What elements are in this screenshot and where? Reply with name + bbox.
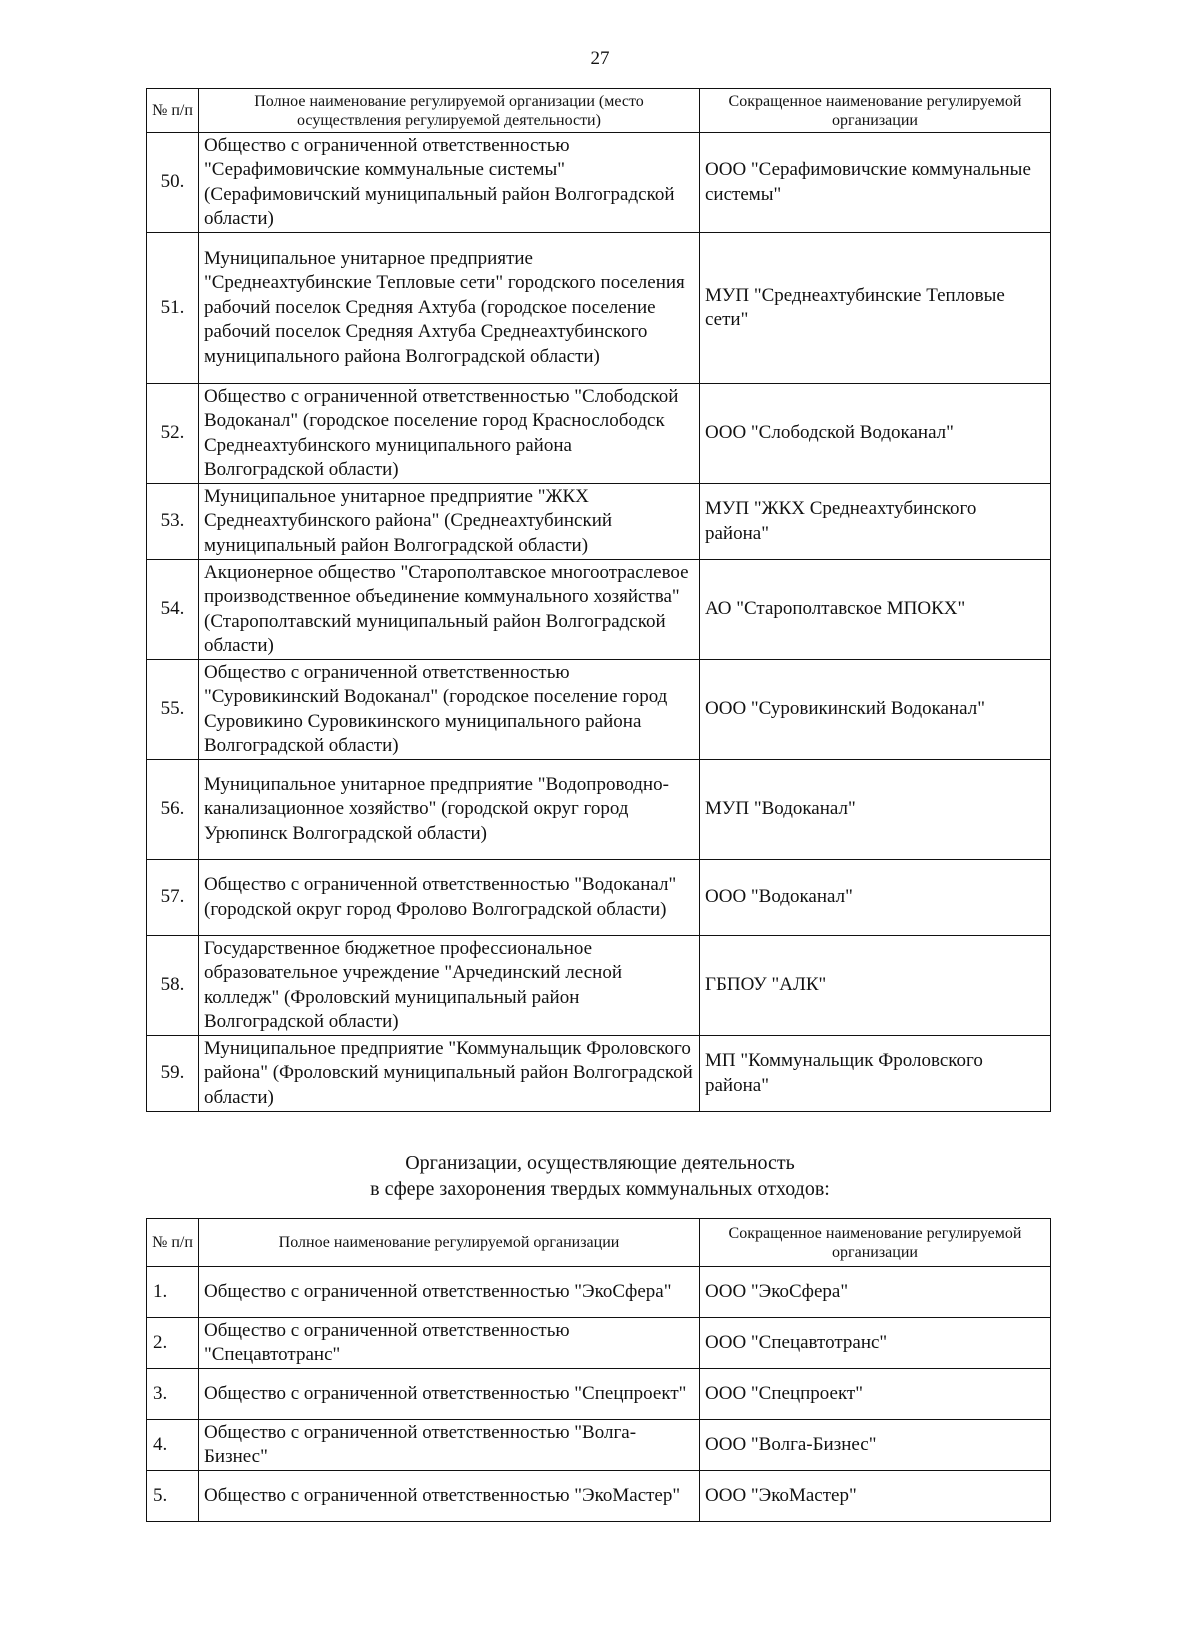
row-short-name: ООО "Серафимовичские коммунальные системы" <box>700 133 1051 233</box>
row-short-name: ООО "ЭкоМастер" <box>700 1471 1051 1522</box>
row-short-name: ООО "Суровикинский Водоканал" <box>700 660 1051 760</box>
row-num: 5. <box>147 1471 199 1522</box>
row-full-name: Акционерное общество "Старополтавское многоотраслевое производственное объединение коммунального хозяйства" (Старополтавский муниципальный район Волгоградской области) <box>199 560 700 660</box>
row-short-name: ООО "Спецавтотранс" <box>700 1318 1051 1369</box>
row-num: 50. <box>147 133 199 233</box>
row-full-name: Общество с ограниченной ответственностью "ЭкоСфера" <box>199 1267 700 1318</box>
waste-section-heading <box>0 1150 1200 1202</box>
header-short-name: Сокращенное наименование регулируемой организации <box>700 89 1051 133</box>
row-short-name: ООО "Слободской Водоканал" <box>700 384 1051 484</box>
table-row <box>147 936 1051 1036</box>
table-row <box>147 1267 1051 1318</box>
row-full-name: Муниципальное унитарное предприятие "Среднеахтубинские Тепловые сети" городского поселения рабочий поселок Средняя Ахтуба (городское поселение рабочий поселок Средняя Ахтуба Среднеахтубинского муниципального района Волгоградской области) <box>199 233 700 384</box>
row-full-name: Общество с ограниченной ответственностью "Спецпроект" <box>199 1369 700 1420</box>
table-row <box>147 384 1051 484</box>
table-row <box>147 1420 1051 1471</box>
row-full-name: Общество с ограниченной ответственностью "Волга-Бизнес" <box>199 1420 700 1471</box>
table-row <box>147 660 1051 760</box>
row-full-name: Муниципальное унитарное предприятие "Водопроводно-канализационное хозяйство" (городской округ город Урюпинск Волгоградской области) <box>199 760 700 860</box>
row-short-name: ООО "Водоканал" <box>700 860 1051 936</box>
table-row <box>147 484 1051 560</box>
row-num: 56. <box>147 760 199 860</box>
table-header-row <box>147 89 1051 133</box>
page-number: 27 <box>590 48 610 69</box>
header-num: № п/п <box>147 89 199 133</box>
table-header-row <box>147 1219 1051 1267</box>
row-num: 3. <box>147 1369 199 1420</box>
regulated-organizations-table <box>146 88 1051 1112</box>
row-short-name: ООО "Спецпроект" <box>700 1369 1051 1420</box>
table-row <box>147 233 1051 384</box>
row-full-name: Общество с ограниченной ответственностью "Водоканал" (городской округ город Фролово Волгоградской области) <box>199 860 700 936</box>
table-row <box>147 860 1051 936</box>
waste-disposal-organizations-table <box>146 1218 1051 1522</box>
row-num: 4. <box>147 1420 199 1471</box>
waste-section-heading-line1: Организации, осуществляющие деятельность <box>405 1152 795 1174</box>
row-short-name: МП "Коммунальщик Фроловского района" <box>700 1036 1051 1112</box>
row-num: 57. <box>147 860 199 936</box>
row-full-name: Общество с ограниченной ответственностью "Спецавтотранс" <box>199 1318 700 1369</box>
table-row <box>147 1036 1051 1112</box>
row-full-name: Муниципальное унитарное предприятие "ЖКХ Среднеахтубинского района" (Среднеахтубинский муниципальный район Волгоградской области) <box>199 484 700 560</box>
row-num: 59. <box>147 1036 199 1112</box>
row-num: 54. <box>147 560 199 660</box>
row-full-name: Государственное бюджетное профессиональное образовательное учреждение "Арчединский лесной колледж" (Фроловский муниципальный район Волгоградской области) <box>199 936 700 1036</box>
row-full-name: Общество с ограниченной ответственностью "ЭкоМастер" <box>199 1471 700 1522</box>
waste-section-heading-line2: в сфере захоронения твердых коммунальных отходов: <box>370 1178 830 1200</box>
header-full-name: Полное наименование регулируемой организации (место осуществления регулируемой деятельности) <box>199 89 700 133</box>
table-row <box>147 1369 1051 1420</box>
table-row <box>147 560 1051 660</box>
row-short-name: ООО "ЭкоСфера" <box>700 1267 1051 1318</box>
header-num: № п/п <box>147 1219 199 1267</box>
row-short-name: ГБПОУ "АЛК" <box>700 936 1051 1036</box>
row-full-name: Общество с ограниченной ответственностью "Серафимовичские коммунальные системы" (Серафимовичский муниципальный район Волгоградской области) <box>199 133 700 233</box>
header-short-name: Сокращенное наименование регулируемой организации <box>700 1219 1051 1267</box>
row-short-name: ООО "Волга-Бизнес" <box>700 1420 1051 1471</box>
row-num: 1. <box>147 1267 199 1318</box>
row-num: 2. <box>147 1318 199 1369</box>
table-row <box>147 133 1051 233</box>
row-num: 53. <box>147 484 199 560</box>
row-num: 51. <box>147 233 199 384</box>
row-short-name: МУП "Водоканал" <box>700 760 1051 860</box>
row-short-name: АО "Старополтавское МПОКХ" <box>700 560 1051 660</box>
table-row <box>147 760 1051 860</box>
row-full-name: Общество с ограниченной ответственностью "Слободской Водоканал" (городское поселение город Краснослободск Среднеахтубинского муниципального района Волгоградской области) <box>199 384 700 484</box>
row-full-name: Общество с ограниченной ответственностью "Суровикинский Водоканал" (городское поселение город Суровикино Суровикинского муниципального района Волгоградской области) <box>199 660 700 760</box>
table-row <box>147 1318 1051 1369</box>
row-full-name: Муниципальное предприятие "Коммунальщик Фроловского района" (Фроловский муниципальный район Волгоградской области) <box>199 1036 700 1112</box>
row-num: 52. <box>147 384 199 484</box>
row-num: 55. <box>147 660 199 760</box>
row-num: 58. <box>147 936 199 1036</box>
row-short-name: МУП "Среднеахтубинские Тепловые сети" <box>700 233 1051 384</box>
header-full-name: Полное наименование регулируемой организации <box>199 1219 700 1267</box>
table-row <box>147 1471 1051 1522</box>
row-short-name: МУП "ЖКХ Среднеахтубинского района" <box>700 484 1051 560</box>
